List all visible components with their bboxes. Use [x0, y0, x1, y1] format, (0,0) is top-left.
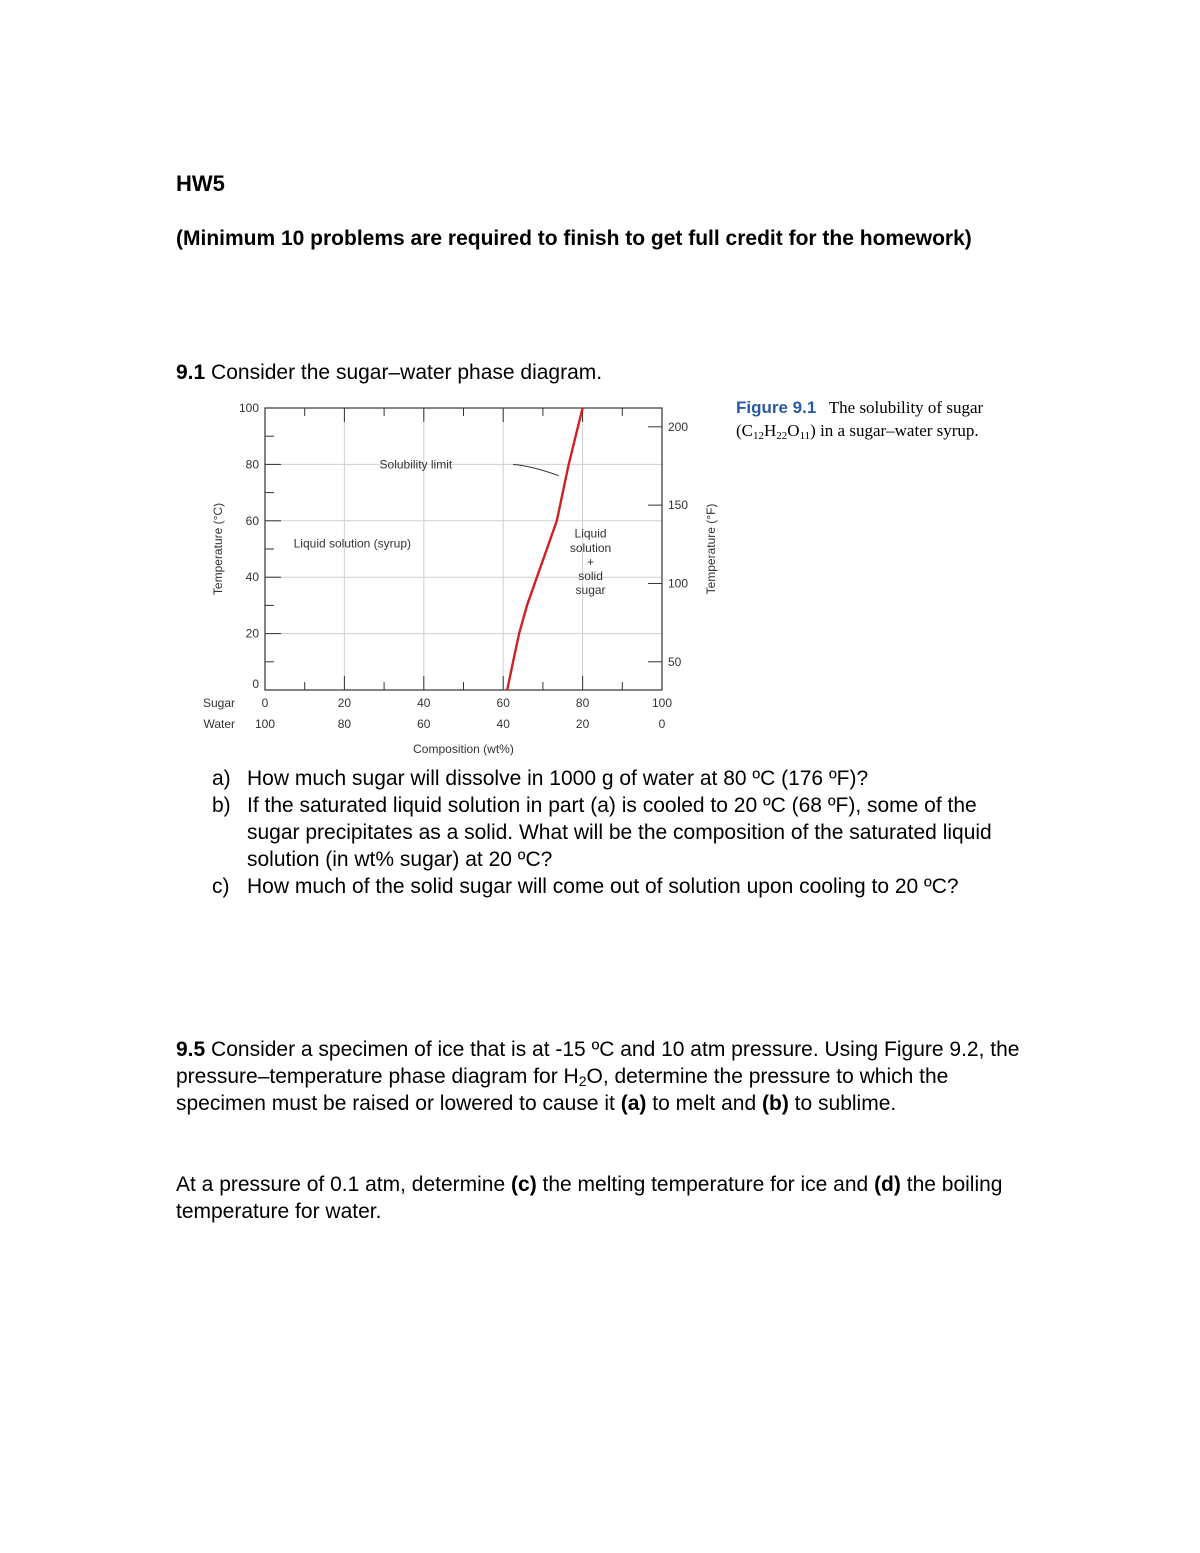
- problem-9-1-intro: [176, 361, 602, 385]
- para2-text-3: the boiling temperature for water.: [176, 1173, 1003, 1223]
- x-tick-label-water: 60: [417, 717, 431, 731]
- y-tick-label: 40: [245, 570, 259, 585]
- annotation-solubility-limit: Solubility limit: [379, 457, 453, 472]
- x-tick-label-sugar: 40: [417, 696, 431, 710]
- x-tick-label-sugar: 60: [496, 696, 510, 710]
- y2-tick-label: 150: [668, 498, 689, 513]
- part-c-label: (c): [511, 1173, 537, 1196]
- annotation-two-phase-4: solid: [578, 569, 603, 584]
- annotation-arrow: [513, 464, 559, 475]
- y2-tick-label: 100: [668, 576, 689, 591]
- question-text: How much of the solid sugar will come out of solution upon cooling to 20 ºC?: [247, 875, 959, 898]
- problem-text-2: O, determine the pressure to which the specimen must be raised or lowered to cause it: [176, 1065, 949, 1115]
- x-row-label-water: Water: [203, 717, 235, 731]
- x-tick-label-water: 40: [496, 717, 510, 731]
- figure-caption: [736, 396, 1036, 442]
- caption-h: H: [764, 421, 777, 440]
- y-tick-label: 20: [245, 626, 259, 641]
- problem-9-5: [176, 1036, 1026, 1117]
- y2-tick-label: 200: [668, 419, 689, 434]
- x-tick-label-sugar: 20: [337, 696, 352, 710]
- para2-text-2: the melting temperature for ice and: [542, 1173, 869, 1196]
- caption-text-1: The solubility of sugar: [828, 398, 984, 417]
- problem-text-1: Consider a specimen of ice that is at -15 ºC and 10 atm pressure. Using Figure 9.2, the pressure–temperature phase diagram for H: [176, 1038, 1020, 1088]
- problem-number: 9.1: [176, 361, 206, 384]
- annotation-liquid-region: Liquid solution (syrup): [293, 536, 412, 551]
- problem-intro-text: Consider the sugar–water phase diagram.: [211, 361, 603, 384]
- sugar-water-phase-diagram: [195, 390, 725, 760]
- para2-text-1: At a pressure of 0.1 atm, determine: [176, 1173, 506, 1196]
- y2-tick-label: 50: [668, 654, 682, 669]
- requirement-note: (Minimum 10 problems are required to finish to get full credit for the homework): [176, 227, 972, 250]
- x-tick-label-sugar: 0: [261, 696, 269, 710]
- problem-text-4: to sublime.: [794, 1092, 897, 1115]
- question-b: [212, 792, 1022, 873]
- subscript-2: 2: [578, 1073, 587, 1089]
- question-a: [212, 765, 1022, 792]
- y-axis-label: Temperature (°C): [211, 502, 225, 596]
- question-text: If the saturated liquid solution in part (a) is cooled to 20 ºC (68 ºF), some of the sugar precipitates as a solid. What will be the composition of the saturated liquid solution (in wt% sugar) at 20 ºC?: [247, 794, 992, 871]
- x-tick-label-water: 0: [658, 717, 666, 731]
- annotation-two-phase-5: sugar: [575, 583, 606, 598]
- figure-label: Figure 9.1: [736, 398, 817, 417]
- question-c: [212, 873, 1022, 900]
- x-tick-label-water: 100: [254, 717, 276, 731]
- question-list: [212, 765, 1022, 900]
- question-letter: c): [212, 875, 230, 898]
- caption-formula-close: ) in a sugar–water syrup.: [810, 421, 979, 440]
- part-d-label: (d): [874, 1173, 901, 1196]
- problem-9-5-part-2: [176, 1171, 1026, 1225]
- x-tick-label-sugar: 80: [575, 696, 590, 710]
- x-tick-label-water: 20: [575, 717, 590, 731]
- caption-o: O: [787, 421, 800, 440]
- y-tick-label: 0: [252, 677, 259, 691]
- x-tick-label-water: 80: [337, 717, 352, 731]
- annotation-two-phase-3: +: [587, 554, 595, 569]
- x-row-label-sugar: Sugar: [202, 696, 235, 710]
- part-b-label: (b): [762, 1092, 789, 1115]
- x-axis-label: Composition (wt%): [413, 742, 514, 756]
- question-letter: a): [212, 767, 231, 790]
- y-tick-label: 60: [245, 513, 259, 528]
- x-tick-label-sugar: 100: [651, 696, 673, 710]
- question-text: How much sugar will dissolve in 1000 g of water at 80 ºC (176 ºF)?: [247, 767, 869, 790]
- part-a-label: (a): [620, 1092, 647, 1115]
- question-letter: b): [212, 794, 231, 817]
- caption-sub-c: 12: [753, 430, 764, 442]
- annotation-two-phase-1: Liquid: [574, 526, 607, 541]
- document-title: HW5: [176, 171, 225, 196]
- y2-axis-label: Temperature (°F): [704, 503, 718, 595]
- caption-formula-open: (C: [736, 421, 753, 440]
- y-tick-label: 80: [245, 457, 259, 472]
- caption-sub-h: 22: [776, 430, 788, 442]
- problem-text-3: to melt and: [652, 1092, 757, 1115]
- annotation-two-phase-2: solution: [569, 540, 612, 555]
- caption-sub-o: 11: [799, 430, 811, 442]
- problem-number: 9.5: [176, 1038, 206, 1061]
- y-tick-label: 100: [238, 401, 259, 415]
